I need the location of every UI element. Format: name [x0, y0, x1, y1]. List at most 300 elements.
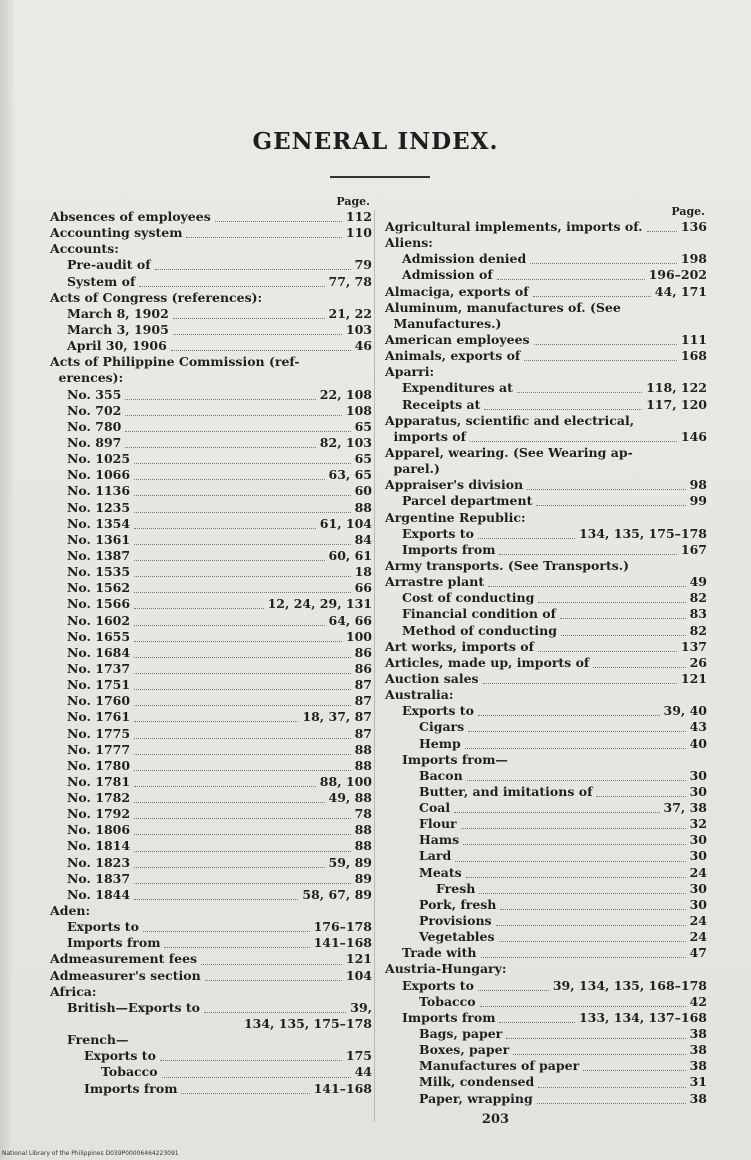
index-entry: [50, 435, 372, 451]
entry-pages: 30: [689, 767, 707, 783]
leader-dots: [134, 664, 351, 674]
entry-text: Acts of Philippine Commission (ref-: [50, 354, 300, 370]
leader-dots: [186, 228, 341, 238]
index-entry: [50, 1000, 372, 1016]
entry-pages: 30: [689, 848, 707, 864]
index-entry: [50, 1081, 372, 1097]
entry-text: No. 1655: [67, 628, 131, 644]
leader-dots: [134, 599, 264, 609]
entry-text: Apparel, wearing. (See Wearing ap-: [385, 444, 633, 460]
entry-text: No. 1751: [67, 677, 131, 693]
entry-pages: 65: [354, 418, 372, 434]
entry-pages: 37, 38: [663, 800, 707, 816]
leader-dots: [465, 739, 686, 749]
leader-dots: [478, 706, 660, 716]
page-title: GENERAL INDEX.: [252, 128, 499, 155]
leader-dots: [134, 696, 351, 706]
entry-text: No. 1387: [67, 547, 131, 563]
index-entry: [385, 703, 707, 719]
entry-text: Aparri:: [385, 364, 435, 380]
entry-pages: 141–168: [313, 935, 372, 951]
leader-dots: [266, 293, 368, 302]
entry-text: March 3, 1905: [67, 321, 169, 337]
entry-text: Cigars: [419, 719, 465, 735]
index-entry: [385, 510, 707, 526]
index-entry: [50, 838, 372, 854]
entry-text: Pork, fresh: [419, 896, 497, 912]
index-entry: [385, 300, 707, 316]
entry-text: Apparatus, scientific and electrical,: [385, 412, 635, 428]
leader-dots: [463, 835, 685, 845]
leader-dots: [134, 470, 324, 480]
index-entry: [50, 257, 372, 273]
leader-dots: [173, 309, 325, 319]
index-entry: [50, 887, 372, 903]
entry-text: Aluminum, manufactures of. (See: [385, 299, 621, 315]
index-entry: [385, 768, 707, 784]
entry-pages: 38: [689, 1090, 707, 1106]
leader-dots: [499, 1013, 575, 1023]
leader-dots: [134, 535, 351, 545]
index-entry: [385, 413, 707, 429]
leader-dots: [561, 626, 686, 636]
entry-pages: 88: [354, 741, 372, 757]
leader-dots: [181, 1084, 309, 1094]
index-entry: [385, 800, 707, 816]
leader-dots: [488, 577, 685, 587]
leader-dots: [134, 648, 351, 658]
index-entry: [50, 806, 372, 822]
index-entry: [385, 1010, 707, 1026]
entry-pages: 87: [354, 693, 372, 709]
leader-dots: [505, 319, 703, 328]
leader-dots: [134, 761, 351, 771]
index-entry: [50, 726, 372, 742]
leader-dots: [171, 341, 351, 351]
leader-dots: [134, 745, 351, 755]
entry-pages: 49: [689, 574, 707, 590]
entry-text: Manufactures of paper: [419, 1058, 580, 1074]
entry-pages: 12, 24, 29, 131: [267, 596, 372, 612]
leader-dots: [536, 496, 685, 506]
entry-text: No. 1775: [67, 725, 131, 741]
entry-text: Manufactures.): [393, 315, 502, 331]
entry-text: Provisions: [419, 913, 492, 929]
leader-dots: [444, 465, 703, 474]
leader-dots: [134, 842, 351, 852]
entry-pages: 63, 65: [328, 467, 372, 483]
index-entry: [50, 306, 372, 322]
entry-pages: 83: [689, 606, 707, 622]
index-entry: [50, 354, 372, 370]
entry-text: Trade with: [402, 945, 477, 961]
leader-dots: [538, 642, 677, 652]
entry-text: Paper, wrapping: [419, 1090, 533, 1106]
entry-pages: 24: [689, 913, 707, 929]
index-entry: [50, 968, 372, 984]
index-entry: [50, 903, 372, 919]
leader-dots: [123, 245, 368, 254]
leader-dots: [134, 486, 351, 496]
entry-text: No. 1781: [67, 773, 131, 789]
leader-dots: [497, 270, 645, 280]
entry-pages: 117, 120: [646, 396, 707, 412]
entry-text: No. 1562: [67, 580, 131, 596]
leader-dots: [480, 997, 686, 1007]
index-entry: [50, 790, 372, 806]
index-entry: [50, 451, 372, 467]
leader-dots: [537, 1094, 686, 1104]
entry-pages: 64, 66: [328, 612, 372, 628]
index-entry: [385, 429, 707, 445]
entry-text: Lard: [419, 848, 452, 864]
leader-dots: [304, 358, 368, 367]
entry-pages: 22, 108: [319, 386, 372, 402]
leader-dots: [134, 777, 316, 787]
entry-text: No. 1760: [67, 693, 131, 709]
index-entry: [385, 639, 707, 655]
entry-pages: 88: [354, 838, 372, 854]
index-entry: [385, 445, 707, 461]
index-entry: [50, 1048, 372, 1064]
right-entries: [385, 219, 707, 1107]
leader-dots: [458, 691, 704, 700]
entry-pages: 39, 40: [663, 703, 707, 719]
entry-text: No. 1737: [67, 660, 131, 676]
leader-dots: [155, 260, 351, 270]
entry-pages: 30: [689, 783, 707, 799]
leader-dots: [134, 454, 351, 464]
entry-pages: 108: [345, 402, 372, 418]
entry-pages: 38: [689, 1042, 707, 1058]
index-entry: [385, 913, 707, 929]
entry-pages: 40: [689, 735, 707, 751]
index-entry: [50, 225, 372, 241]
entry-text: No. 1780: [67, 757, 131, 773]
entry-pages: 60, 61: [328, 547, 372, 563]
page-column-header: Page.: [671, 205, 705, 218]
leader-dots: [125, 422, 350, 432]
leader-dots: [143, 922, 310, 932]
entry-text: imports of: [393, 428, 467, 444]
entry-text: No. 1066: [67, 467, 131, 483]
index-entry: [385, 881, 707, 897]
entry-text: No. 1792: [67, 806, 131, 822]
index-entry: [385, 994, 707, 1010]
index-entry: [50, 419, 372, 435]
index-entry: [50, 822, 372, 838]
entry-text: No. 1814: [67, 838, 131, 854]
entry-pages: 82, 103: [319, 434, 372, 450]
leader-dots: [201, 955, 342, 965]
entry-text: Admeasurer's section: [50, 967, 201, 983]
leader-dots: [481, 948, 686, 958]
entry-pages: 121: [680, 670, 707, 686]
entry-text: No. 897: [67, 434, 122, 450]
entry-text: April 30, 1906: [67, 338, 167, 354]
leader-dots: [467, 771, 686, 781]
entry-text: No. 1136: [67, 483, 131, 499]
entry-pages: 79: [354, 257, 372, 273]
leader-dots: [478, 529, 575, 539]
library-footer: National Library of the Philippines D039P00006464223091: [2, 1150, 179, 1157]
index-entry: [50, 274, 372, 290]
index-entry: [50, 532, 372, 548]
entry-text: British—Exports to: [67, 999, 200, 1015]
entry-text: Boxes, paper: [419, 1042, 510, 1058]
leader-dots: [461, 819, 686, 829]
index-entry: [50, 871, 372, 887]
entry-pages: 49, 88: [328, 790, 372, 806]
leader-dots: [484, 400, 642, 410]
index-entry: [385, 1091, 707, 1107]
leader-dots: [105, 1020, 240, 1029]
entry-pages: 87: [354, 725, 372, 741]
entry-text: Butter, and imitations of: [419, 783, 593, 799]
leader-dots: [134, 890, 298, 900]
entry-text: Method of conducting: [402, 622, 557, 638]
leader-dots: [468, 722, 685, 732]
index-entry: [385, 316, 707, 332]
index-entry: [385, 736, 707, 752]
leader-dots: [466, 868, 686, 878]
entry-text: Imports from: [402, 1009, 496, 1025]
entry-pages: 104: [345, 967, 372, 983]
entry-text: No. 1782: [67, 790, 131, 806]
entry-pages: 77, 78: [328, 273, 372, 289]
leader-dots: [134, 616, 324, 626]
index-entry: [385, 1058, 707, 1074]
leader-dots: [139, 277, 324, 287]
entry-text: Imports from—: [402, 751, 508, 767]
index-entry: [385, 235, 707, 251]
entry-text: No. 1777: [67, 741, 131, 757]
entry-text: Pre-audit of: [67, 257, 151, 273]
entry-text: French—: [67, 1032, 129, 1048]
index-entry: [50, 855, 372, 871]
leader-dots: [438, 368, 703, 377]
index-entry: [50, 693, 372, 709]
entry-pages: 86: [354, 660, 372, 676]
entry-pages: 82: [689, 590, 707, 606]
leader-dots: [134, 712, 298, 722]
index-entry: [385, 816, 707, 832]
index-entry: [50, 677, 372, 693]
index-entry: [385, 380, 707, 396]
leader-dots: [162, 1068, 351, 1078]
leader-dots: [496, 916, 686, 926]
index-entry: [50, 629, 372, 645]
entry-text: Tobacco: [101, 1064, 158, 1080]
entry-text: No. 780: [67, 418, 122, 434]
index-entry: [385, 945, 707, 961]
leader-dots: [530, 254, 677, 264]
index-entry: [50, 935, 372, 951]
entry-text: Exports to: [402, 703, 474, 719]
leader-dots: [132, 1036, 368, 1045]
page-number: 203: [481, 1112, 510, 1127]
entry-text: Tobacco: [419, 993, 476, 1009]
entry-pages: 43: [689, 719, 707, 735]
entry-text: Hemp: [419, 735, 461, 751]
entry-pages: 141–168: [313, 1080, 372, 1096]
index-entry: [50, 564, 372, 580]
index-entry: [385, 284, 707, 300]
leader-dots: [94, 907, 368, 916]
page-spine-shadow: [0, 0, 14, 1160]
index-entry: [385, 832, 707, 848]
leader-dots: [215, 212, 342, 222]
leader-dots: [101, 987, 368, 996]
leader-dots: [513, 1045, 685, 1055]
entry-pages: 168: [680, 348, 707, 364]
entry-pages: 65: [354, 451, 372, 467]
entry-text: Milk, condensed: [419, 1074, 535, 1090]
entry-pages: 89: [354, 870, 372, 886]
entry-pages: 118, 122: [646, 380, 707, 396]
leader-dots: [506, 1029, 685, 1039]
entry-text: Admission denied: [402, 251, 527, 267]
entry-pages: 32: [689, 816, 707, 832]
entry-text: Army transports. (See Transports.): [385, 557, 630, 573]
entry-text: Imports from: [84, 1080, 178, 1096]
entry-text: No. 1025: [67, 451, 131, 467]
leader-dots: [524, 351, 677, 361]
entry-text: Appraiser's division: [385, 477, 524, 493]
index-entry: [50, 483, 372, 499]
entry-pages: 31: [689, 1074, 707, 1090]
entry-text: Cost of conducting: [402, 590, 535, 606]
entry-pages: 18: [354, 564, 372, 580]
entry-text: Accounts:: [50, 241, 119, 257]
entry-pages: 47: [689, 945, 707, 961]
entry-text: Receipts at: [402, 396, 481, 412]
entry-pages: 136: [680, 219, 707, 234]
entry-pages: 38: [689, 1026, 707, 1042]
index-entry: [385, 623, 707, 639]
entry-text: No. 1823: [67, 854, 131, 870]
entry-pages: 38: [689, 1058, 707, 1074]
entry-text: Acts of Congress (references):: [50, 289, 263, 305]
leader-dots: [625, 303, 703, 312]
index-entry: [50, 580, 372, 596]
entry-pages: 18, 37, 87: [302, 709, 372, 725]
leader-dots: [638, 416, 703, 425]
entry-text: Bags, paper: [419, 1026, 503, 1042]
column-divider: [374, 210, 375, 1122]
leader-dots: [454, 803, 659, 813]
index-entry: [50, 613, 372, 629]
entry-pages: 46: [354, 338, 372, 354]
entry-text: No. 1761: [67, 709, 131, 725]
entry-pages: 44, 171: [654, 283, 707, 299]
index-entry: [50, 209, 372, 225]
index-entry: [385, 461, 707, 477]
entry-text: Hams: [419, 832, 460, 848]
index-entry: [385, 251, 707, 267]
leader-dots: [164, 938, 309, 948]
leader-dots: [134, 858, 324, 868]
index-entry: [385, 348, 707, 364]
leader-dots: [134, 519, 316, 529]
entry-pages: 196–202: [648, 267, 707, 283]
title-rule: [330, 176, 430, 178]
entry-text: Admeasurement fees: [50, 951, 198, 967]
entry-pages: 121: [345, 951, 372, 967]
index-entry: [385, 574, 707, 590]
leader-dots: [527, 480, 685, 490]
leader-dots: [134, 793, 324, 803]
entry-pages: 87: [354, 677, 372, 693]
index-entry: [385, 719, 707, 735]
index-entry: [50, 338, 372, 354]
entry-text: Vegetables: [419, 929, 495, 945]
entry-pages: 133, 134, 137–168: [578, 1009, 707, 1025]
index-entry: [50, 403, 372, 419]
index-entry: [385, 267, 707, 283]
entry-pages: 21, 22: [328, 305, 372, 321]
entry-pages: 44: [354, 1064, 372, 1080]
leader-dots: [134, 567, 351, 577]
entry-pages: 134, 135, 175–178: [243, 1016, 372, 1032]
leader-dots: [633, 562, 703, 571]
index-entry: [50, 322, 372, 338]
index-entry: [385, 897, 707, 913]
entry-pages: 30: [689, 880, 707, 896]
index-entry: [50, 1016, 372, 1032]
index-entry: [385, 558, 707, 574]
entry-pages: 42: [689, 993, 707, 1009]
index-entry: [50, 596, 372, 612]
entry-text: Aliens:: [385, 235, 433, 251]
index-entry: [50, 709, 372, 725]
index-entry: [385, 590, 707, 606]
entry-pages: 39,: [350, 999, 372, 1015]
index-entry: [50, 919, 372, 935]
entry-text: Financial condition of: [402, 606, 556, 622]
entry-pages: 99: [689, 493, 707, 509]
entry-text: Absences of employees: [50, 209, 211, 224]
entry-text: March 8, 1902: [67, 305, 169, 321]
index-entry: [50, 984, 372, 1000]
entry-text: Africa:: [50, 983, 97, 999]
entry-pages: 66: [354, 580, 372, 596]
leader-dots: [205, 971, 342, 981]
index-entry: [385, 848, 707, 864]
index-entry: [385, 961, 707, 977]
entry-text: Auction sales: [385, 670, 479, 686]
index-entry: [385, 1026, 707, 1042]
index-entry: [385, 364, 707, 380]
leader-dots: [173, 325, 342, 335]
leader-dots: [512, 755, 703, 764]
entry-text: No. 1602: [67, 612, 131, 628]
entry-text: erences):: [58, 370, 124, 386]
entry-text: Parcel department: [402, 493, 533, 509]
index-entry: [385, 671, 707, 687]
entry-pages: 110: [345, 225, 372, 241]
index-entry: [385, 606, 707, 622]
entry-text: No. 1806: [67, 822, 131, 838]
leader-dots: [134, 874, 351, 884]
leader-dots: [134, 825, 351, 835]
leader-dots: [647, 222, 677, 232]
entry-text: Almaciga, exports of: [385, 283, 529, 299]
index-entry: [385, 332, 707, 348]
index-entry: [50, 742, 372, 758]
leader-dots: [500, 900, 685, 910]
leader-dots: [533, 287, 651, 297]
